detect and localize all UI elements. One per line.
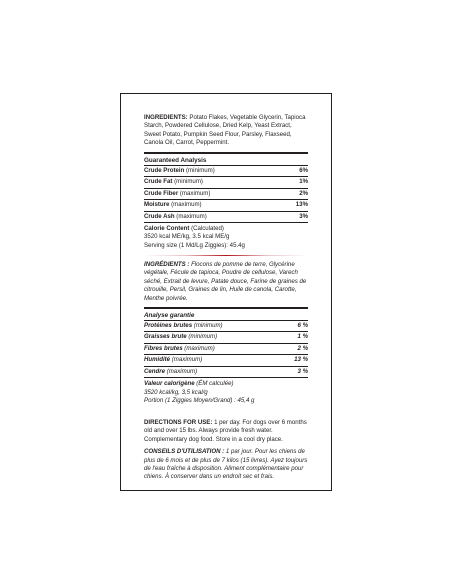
directions-fr [144,448,308,482]
table-row [144,166,308,178]
nutrient-value: 6 % [297,321,308,329]
directions-text-en: 1 per day. For dogs over 6 months old and over 15 lbs. Always provide fresh water. Complementary dog food. Store in a cool dry place. [144,419,307,443]
table-row [144,200,308,212]
nutrient-value: 3% [299,212,308,220]
nutrient-value: 1 % [297,333,308,341]
table-row [144,212,308,224]
nutrient-qualifier: (maximum) [170,356,203,364]
ingredients-fr [144,261,308,303]
analysis-heading-fr: Analyse garantie [144,311,195,319]
nutrient-qualifier: (maximum) [165,367,198,375]
nutrient-qualifier: (maximum) [169,201,202,209]
ingredients-text-en: Potato Flakes, Vegetable Glycerin, Tapioca Starch, Powdered Cellulose, Dried Kelp, Yeast Extract, Sweet Potato, Pumpkin Seed Flour, Parsley, Flaxseed, Canola Oil, Carrot, Peppermint. [144,114,306,147]
table-row [144,321,308,333]
nutrient-value: 2 % [297,344,308,352]
nutrient-name: Crude Protein [144,166,185,174]
serving-size: Serving size (1 Md/Lg Ziggies): 45.4g [144,241,245,249]
nutrient-name: Fibres brutes [144,344,183,352]
nutrient-value: 3 % [297,367,308,375]
calorie-qualifier-fr: (ÉM calculée) [194,380,234,388]
nutrient-value: 2% [299,189,308,197]
directions-text-fr: 1 par jour. Pour les chiens de plus de 6 mois et de plus de 7 kilos (15 livres). Ayez toujours de l'eau fraîche à disposition. Aliment complémentaire pour chiens. À conserver dans un endroit sec et frais. [144,448,308,481]
directions-label-fr: CONSEILS D'UTILISATION : [144,448,225,456]
calorie-content-en [144,225,308,250]
table-row [144,189,308,201]
language-divider [144,255,308,256]
divider [144,307,308,309]
nutrient-name: Moisture [144,201,170,209]
table-row [144,177,308,189]
nutrient-name: Cendre [144,367,165,375]
nutrient-qualifier: (minimum) [186,333,218,341]
divider [144,152,308,154]
calorie-qualifier-en: (Calculated) [189,225,224,233]
directions-section [144,419,308,482]
analysis-table-fr [144,321,308,379]
nutrient-name: Crude Ash [144,212,175,220]
nutrient-qualifier: (maximum) [178,189,211,197]
nutrient-value: 13 % [294,356,308,364]
nutrient-qualifier: (minimum) [172,178,203,186]
serving-size: Portion (1 Ziggies Moyen/Grand) : 45,4 g [144,396,255,404]
calorie-label-fr: Valeur calorigène [144,380,195,388]
nutrient-name: Humidité [144,356,171,364]
nutrient-qualifier: (maximum) [182,344,215,352]
analysis-heading-en: Guaranteed Analysis [144,156,207,164]
directions-en [144,419,308,444]
table-row [144,355,308,367]
calorie-line: 3520 kcal ME/kg, 3.5 kcal ME/g [144,233,230,241]
analysis-table-en [144,166,308,224]
nutrient-qualifier: (maximum) [174,212,207,220]
nutrient-value: 13% [295,201,308,209]
nutrient-name: Crude Fiber [144,189,179,197]
ingredients-label-fr: INGRÉDIENTS : [144,260,190,268]
ingredients-en [144,114,308,148]
table-row [144,332,308,344]
table-row [144,344,308,356]
nutrient-qualifier: (minimum) [184,166,215,174]
directions-label-en: DIRECTIONS FOR USE: [144,419,213,426]
table-row [144,367,308,379]
nutrition-panel [144,114,308,405]
nutrient-name: Protéines brutes [144,321,193,329]
nutrient-value: 1% [299,178,308,186]
calorie-content-fr [144,380,308,405]
nutrient-name: Graisses brute [144,333,187,341]
nutrient-qualifier: (minimum) [192,321,223,329]
ingredients-text-fr: Flocons de pomme de terre, Glycérine végétale, Fécule de tapioca, Poudre de cellulose, Varech séché, Extrait de levure, Patate douce, Farine de graines de citrouille, Persil, Graines de lin, Huile de canola, Carotte, Menthe poivrée. [144,260,307,302]
nutrient-value: 6% [299,166,308,174]
calorie-label-en: Calorie Content [144,225,190,233]
ingredients-label-en: INGREDIENTS: [144,114,188,121]
nutrient-name: Crude Fat [144,178,173,186]
calorie-line: 3520 kcal/kg, 3,5 kcal/g [144,388,208,396]
